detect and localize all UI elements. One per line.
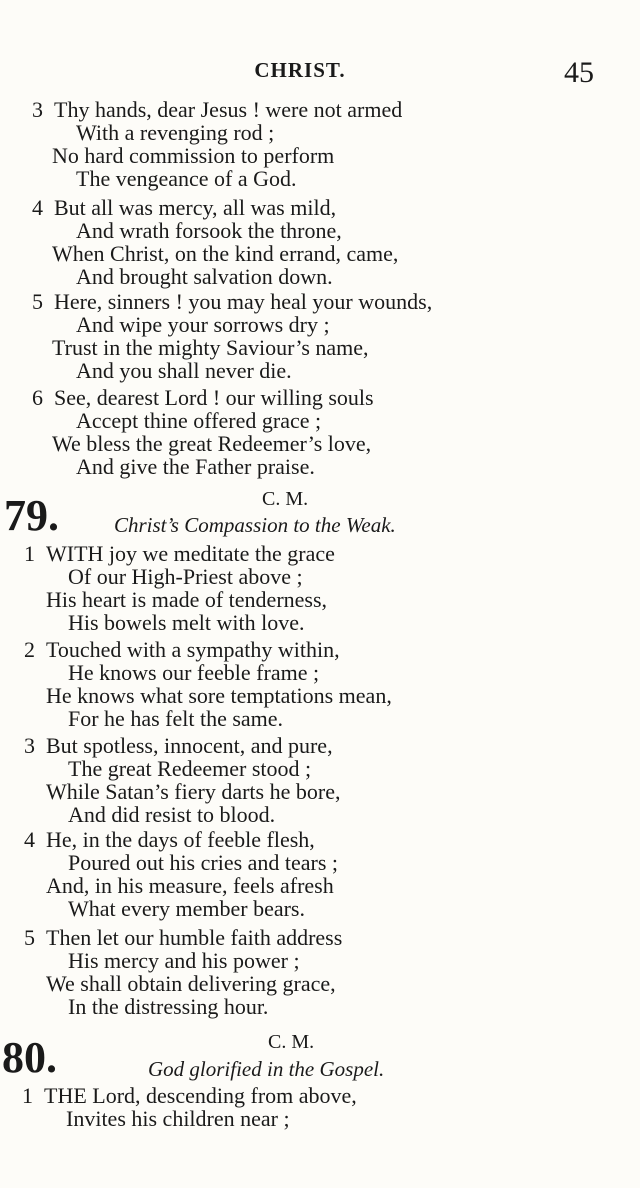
verse-line: With a revenging rod ; [76, 120, 275, 145]
verse-line: No hard commission to perform [52, 143, 335, 168]
verse-line: And give the Father praise. [76, 454, 315, 479]
stanza-number: 4 [24, 827, 35, 852]
verse-line: He, in the days of feeble flesh, [46, 827, 315, 852]
verse-line: He knows what sore temptations mean, [46, 683, 392, 708]
hymn-80-meter: C. M. [268, 1031, 315, 1053]
verse-line: And wrath forsook the throne, [76, 218, 342, 243]
verse-line: And brought salvation down. [76, 264, 333, 289]
verse-line: WITH joy we meditate the grace [46, 541, 335, 566]
verse-line: He knows our feeble frame ; [68, 660, 320, 685]
verse-line: And wipe your sorrows dry ; [76, 312, 330, 337]
verse-line: Trust in the mighty Saviour’s name, [52, 335, 369, 360]
verse-line: Poured out his cries and tears ; [68, 850, 339, 875]
hymn-number-80: 80. [2, 1033, 57, 1082]
stanza-number: 6 [32, 385, 43, 410]
verse-line: See, dearest Lord ! our willing souls [54, 385, 374, 410]
verse-line: Invites his children near ; [66, 1106, 290, 1131]
verse-line: In the distressing hour. [68, 994, 269, 1019]
stanza-number: 2 [24, 637, 35, 662]
verse-line: Thy hands, dear Jesus ! were not armed [54, 97, 403, 122]
verse-line: THE Lord, descending from above, [44, 1083, 357, 1108]
verse-line: Of our High-Priest above ; [68, 564, 303, 589]
hymn-79-title: Christ’s Compassion to the Weak. [114, 513, 396, 537]
verse-line: We bless the great Redeemer’s love, [52, 431, 372, 456]
verse-line: For he has felt the same. [68, 706, 284, 731]
verse-line: His mercy and his power ; [68, 948, 300, 973]
verse-line: And did resist to blood. [68, 802, 276, 827]
verse-line: While Satan’s fiery darts he bore, [46, 779, 341, 804]
verse-line: But spotless, innocent, and pure, [46, 733, 333, 758]
verse-line: Touched with a sympathy within, [46, 637, 340, 662]
verse-line: And you shall never die. [76, 358, 292, 383]
hymn-79-meter: C. M. [262, 488, 309, 510]
verse-line: When Christ, on the kind errand, came, [52, 241, 399, 266]
verse-line: Here, sinners ! you may heal your wounds, [54, 289, 433, 314]
hymn-80-title: God glorified in the Gospel. [148, 1057, 385, 1081]
verse-line: We shall obtain delivering grace, [46, 971, 336, 996]
running-header: CHRIST. [254, 58, 346, 82]
verse-line: Then let our humble faith address [46, 925, 343, 950]
verse-line: The vengeance of a God. [76, 166, 297, 191]
verse-line: His bowels melt with love. [68, 610, 305, 635]
stanza-number: 1 [22, 1083, 33, 1108]
hymn-number-79: 79. [4, 491, 59, 540]
verse-line: But all was mercy, all was mild, [54, 195, 337, 220]
stanza-number: 3 [24, 733, 35, 758]
stanza-number: 3 [32, 97, 43, 122]
verse-line: His heart is made of tenderness, [46, 587, 328, 612]
verse-line: What every member bears. [68, 896, 305, 921]
verse-line: The great Redeemer stood ; [68, 756, 312, 781]
stanza-number: 5 [24, 925, 35, 950]
verse-line: And, in his measure, feels afresh [46, 873, 334, 898]
stanza-number: 1 [24, 541, 35, 566]
page-number: 45 [564, 56, 594, 89]
stanza-number: 4 [32, 195, 43, 220]
stanza-number: 5 [32, 289, 43, 314]
verse-line: Accept thine offered grace ; [76, 408, 322, 433]
